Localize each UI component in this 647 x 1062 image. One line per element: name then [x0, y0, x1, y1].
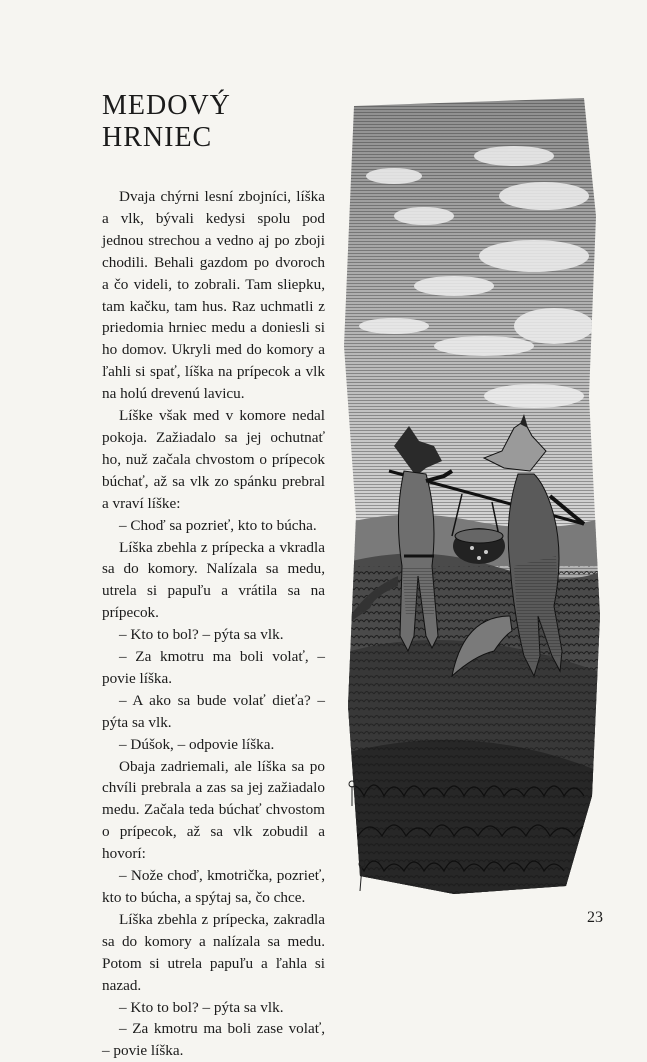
story-title — [102, 90, 322, 154]
paragraph: Obaja zadriemali, ale líška sa po chvíli prebrala a zas sa jej zažiadalo medu. Začala teda búchať chvostom o prípecok, až sa vlk zobudil a hovorí: — [102, 757, 325, 863]
title-line-2: HRNIEC — [102, 122, 213, 153]
paragraph: – Choď sa pozrieť, kto to búcha. — [119, 516, 317, 534]
paragraph: Dvaja chýrni lesní zbojníci, líška a vlk, bývali kedysi spolu pod jednou strechou a vedno aj po zboji chodili. Behali gazdom po dvoroch a čo videli, to zobrali. Tam sliepku, tam kačku, tam hus. Raz uchmatli z priedomia hrniec medu a doniesli si ho domov. Ukryli med do komory a ľahli si spať, líška na prípecok a vlk na holú drevenú lavicu. — [102, 188, 325, 403]
paragraph: – A ako sa bude volať dieťa? – pýta sa vlk. — [102, 691, 325, 731]
paragraph: – Dúšok, – odpovie líška. — [119, 735, 275, 753]
paragraph: – Za kmotru ma boli volať, – povie líška. — [102, 648, 325, 687]
page-number: 23 — [587, 909, 603, 926]
paragraph: – Kto to bol? – pýta sa vlk. — [119, 998, 284, 1016]
engraving-scene — [334, 96, 610, 896]
fox-and-wolf-illustration — [334, 96, 610, 896]
paragraph: – Za kmotru ma boli zase volať, – povie líška. — [102, 1020, 325, 1060]
paragraph: Líška zbehla z prípecka, zakradla sa do komory a nalízala sa medu. Potom si utrela papuľu a ľahla si nazad. — [102, 910, 325, 994]
story-text — [102, 186, 325, 1062]
paragraph: Líške však med v komore nedal pokoja. Zažiadalo sa jej ochutnať ho, nuž začala chvostom o prípecok búchať, až sa vlk zo spánku prebral a vraví líške: — [102, 407, 325, 512]
paragraph: – Nože choď, kmotrička, pozrieť, kto to búcha, a spýtaj sa, čo chce. — [102, 867, 325, 906]
paragraph: – Kto to bol? – pýta sa vlk. — [119, 626, 284, 644]
title-line-1: MEDOVÝ — [102, 90, 231, 121]
paragraph: Líška zbehla z prípecka a vkradla sa do komory. Nalízala sa medu, utrela si papuľu a vrátila sa na prípecok. — [102, 538, 325, 622]
